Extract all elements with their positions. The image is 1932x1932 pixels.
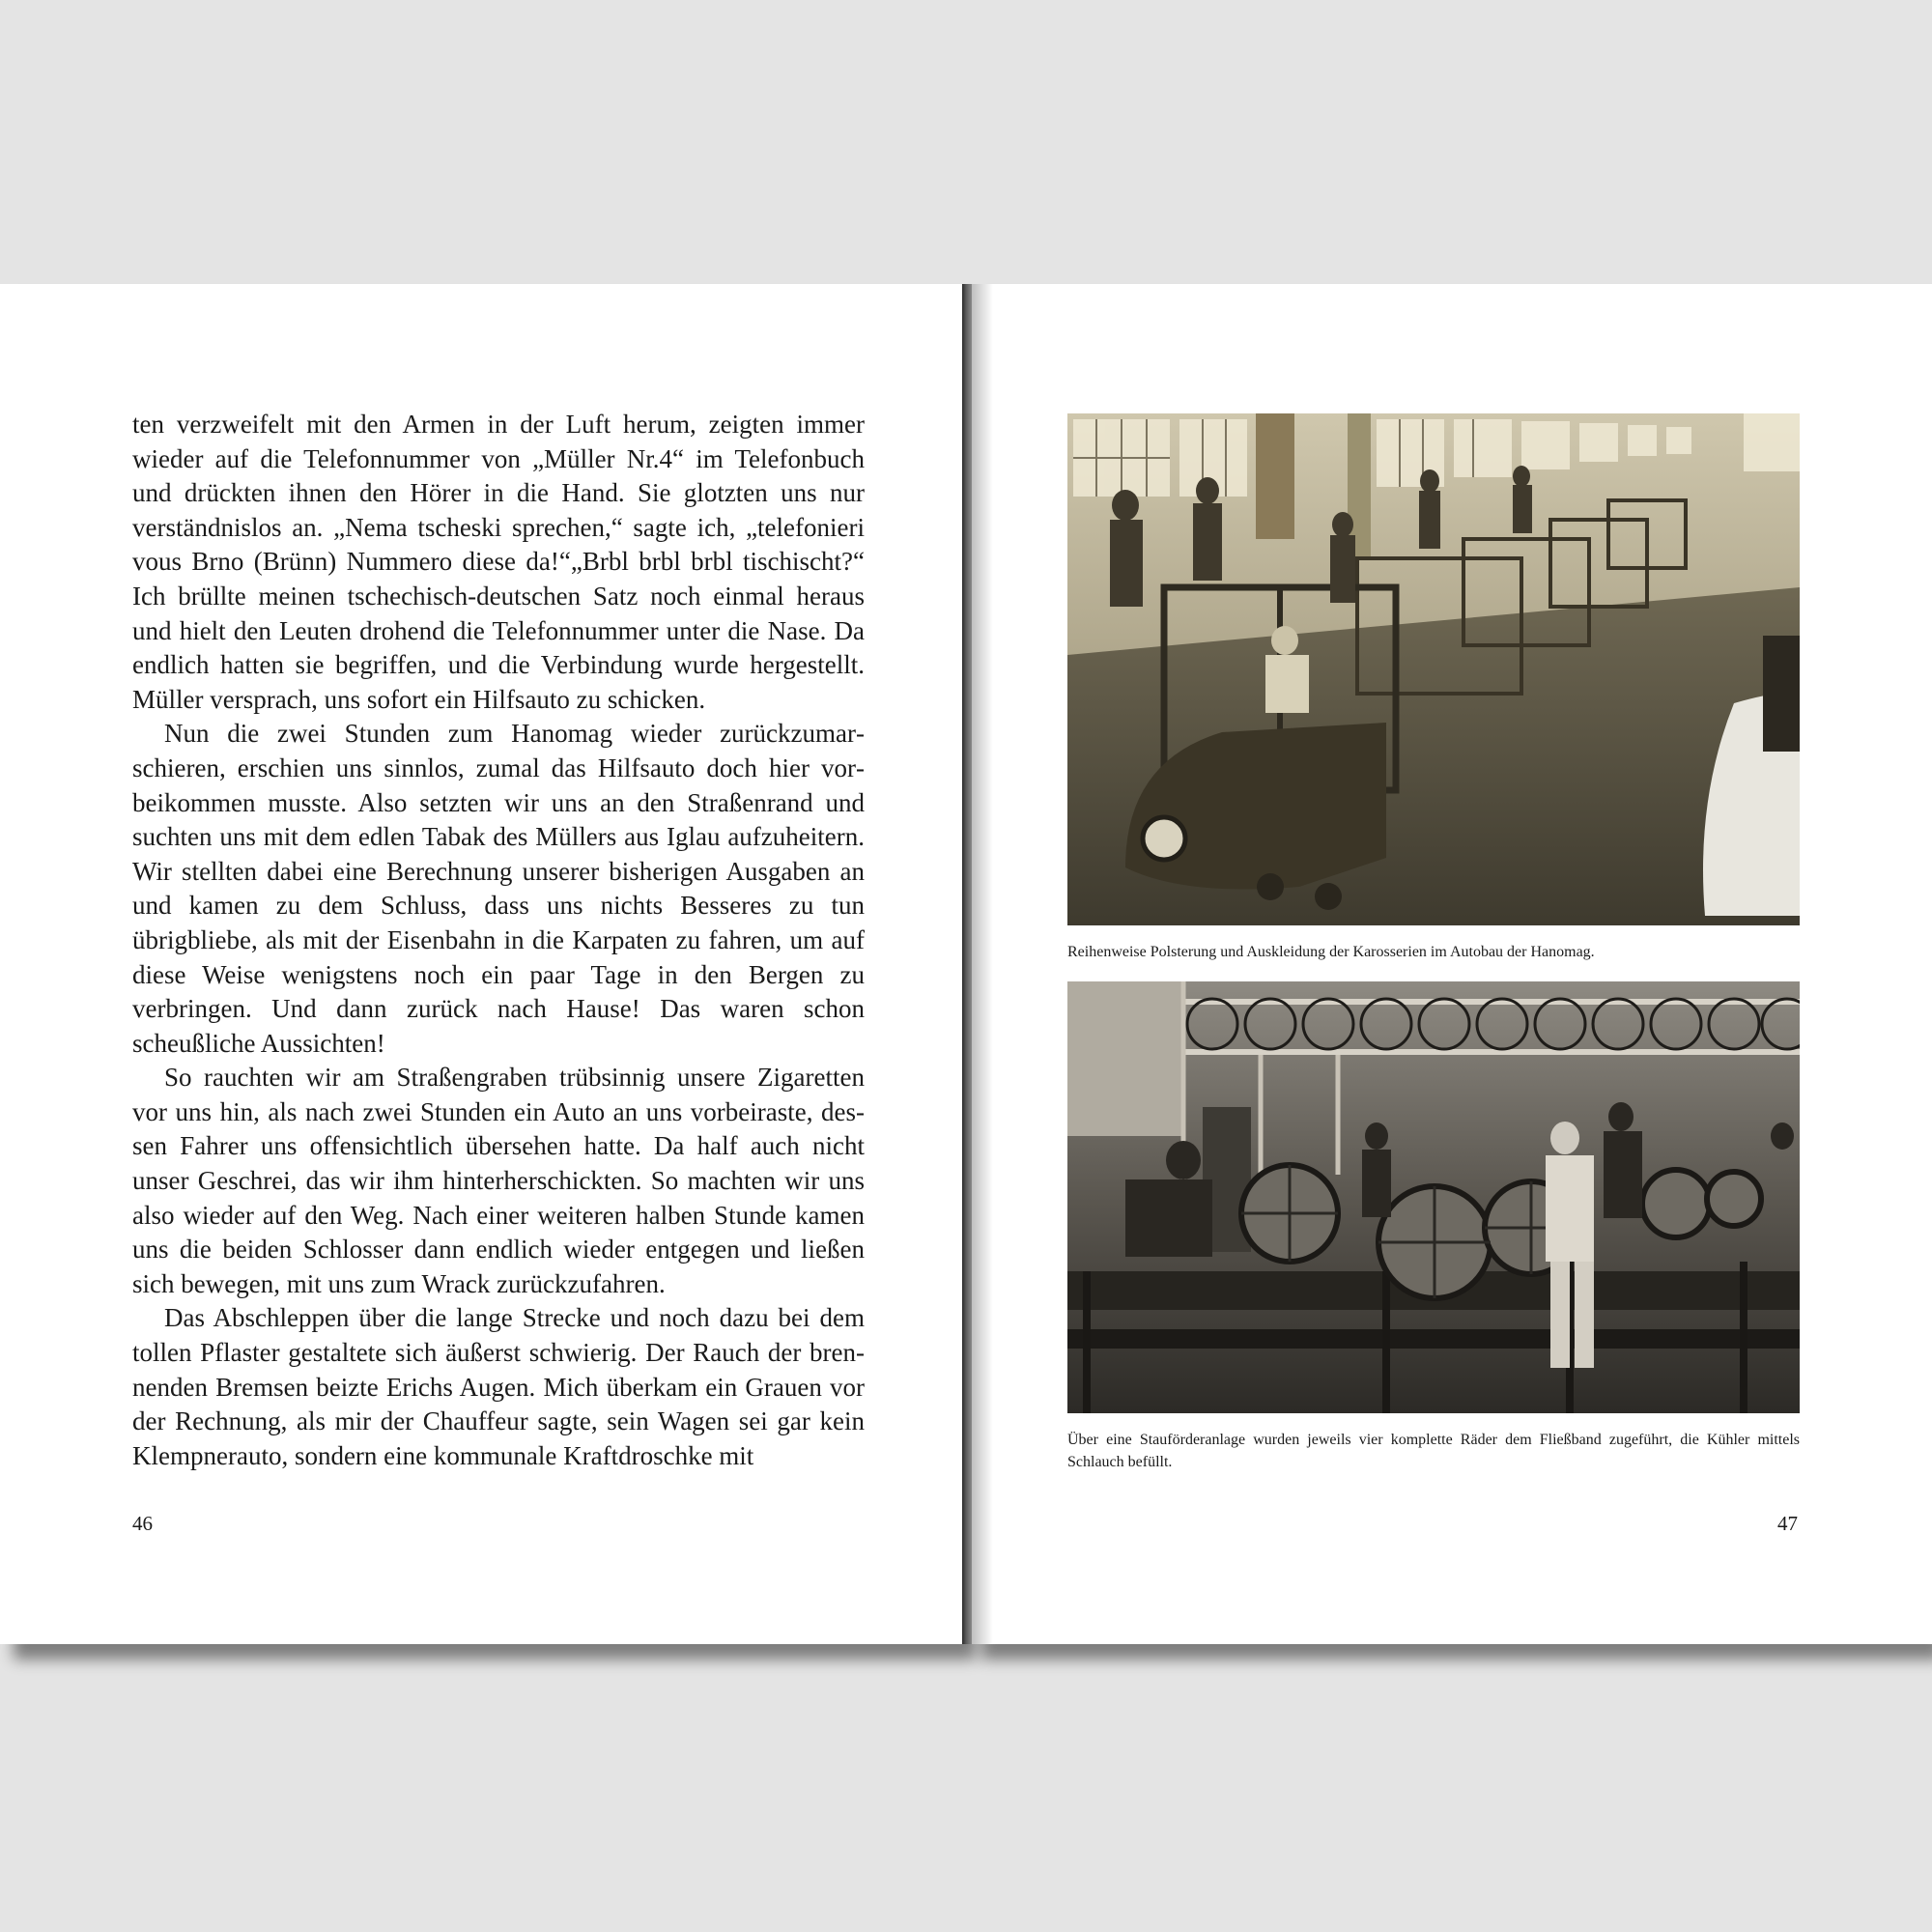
book-spine <box>962 284 972 1644</box>
page-number-left: 46 <box>132 1512 153 1535</box>
photo-caption-1: Reihenweise Polsterung und Auskleidung der Karosserien im Autobau der Hanomag. <box>1067 944 1595 960</box>
page-number-right: 47 <box>1777 1512 1798 1535</box>
paragraph: So rauchten wir am Straßengraben trübsinnig unsere Zigaretten vor uns hin, als nach zwei Stunden ein Auto an uns vorbeiraste, dessen Fahrer uns offensichtlich übersehen hatte. Da half auch nicht unser Geschrei, das wir ihm hinterherschickten. So machten wir uns also wieder auf den Weg. Nach einer weiteren halben Stunde kamen uns die beiden Schlosser dann endlich wieder entgegen und ließen sich bewegen, mit uns zum Wrack zurückzufahren. <box>132 1063 865 1298</box>
paragraph: ten verzweifelt mit den Armen in der Luft herum, zeigten immer wieder auf die Telefonnummer von „Müller Nr.4“ im Telefonbuch und drückten ihnen den Hörer in die Hand. Sie glotzten uns nur verständnislos an. „Nema tscheski sprechen,“ sagte ich, „telefonieri vous Brno (Brünn) Nummero diese da!“„Brbl brbl brbl tischischt?“ Ich brüllte meinen tschechisch-deutschen Satz noch einmal heraus und hielt den Leuten drohend die Telefonnummer unter die Nase. Da endlich hatten sie begriffen, und die Verbindung wurde hergestellt. Müller versprach, uns sofort ein Hilfsauto zu schicken. <box>132 410 865 714</box>
paragraph: Nun die zwei Stunden zum Hanomag wieder zurückzumarschieren, erschien uns sinnlos, zumal das Hilfsauto doch hier vorbeikommen musste. Also setzten wir uns an den Straßenrand und suchten uns mit dem edlen Tabak des Müllers aus Iglau aufzuheitern. Wir stellten dabei eine Berechnung unserer bisherigen Ausgaben an und kamen zu dem Schluss, dass uns nichts Besseres zu tun übrigbliebe, als mit der Eisenbahn in die Karpaten zu fahren, um auf diese Weise wenigstens noch ein paar Tage in den Bergen zu verbringen. Und dann zurück nach Hause! Das waren schon scheußliche Aussichten! <box>132 719 865 1058</box>
assembly-line-photo <box>1067 981 1800 1413</box>
paragraph: Das Abschleppen über die lange Strecke und noch dazu bei dem tollen Pflaster gestaltete sich äußerst schwierig. Der Rauch der brennenden Bremsen beizte Erichs Augen. Mich überkam ein Grauen vor der Rechnung, als mir der Chauffeur sagte, sein Wagen sei gar kein Klempnerauto, sondern eine kommunale Kraftdroschke mit <box>132 1303 865 1470</box>
factory-upholstery-illustration <box>1067 413 1800 925</box>
factory-upholstery-photo <box>1067 413 1800 925</box>
photo-caption-2: Über eine Stauförderanlage wurden jeweils vier komplette Räder dem Fließband zugeführt, die Kühler mittels Schlauch befüllt. <box>1067 1432 1800 1470</box>
left-page-body-text <box>132 408 865 1473</box>
gutter-shadow <box>972 284 993 1644</box>
assembly-line-illustration <box>1067 981 1800 1413</box>
